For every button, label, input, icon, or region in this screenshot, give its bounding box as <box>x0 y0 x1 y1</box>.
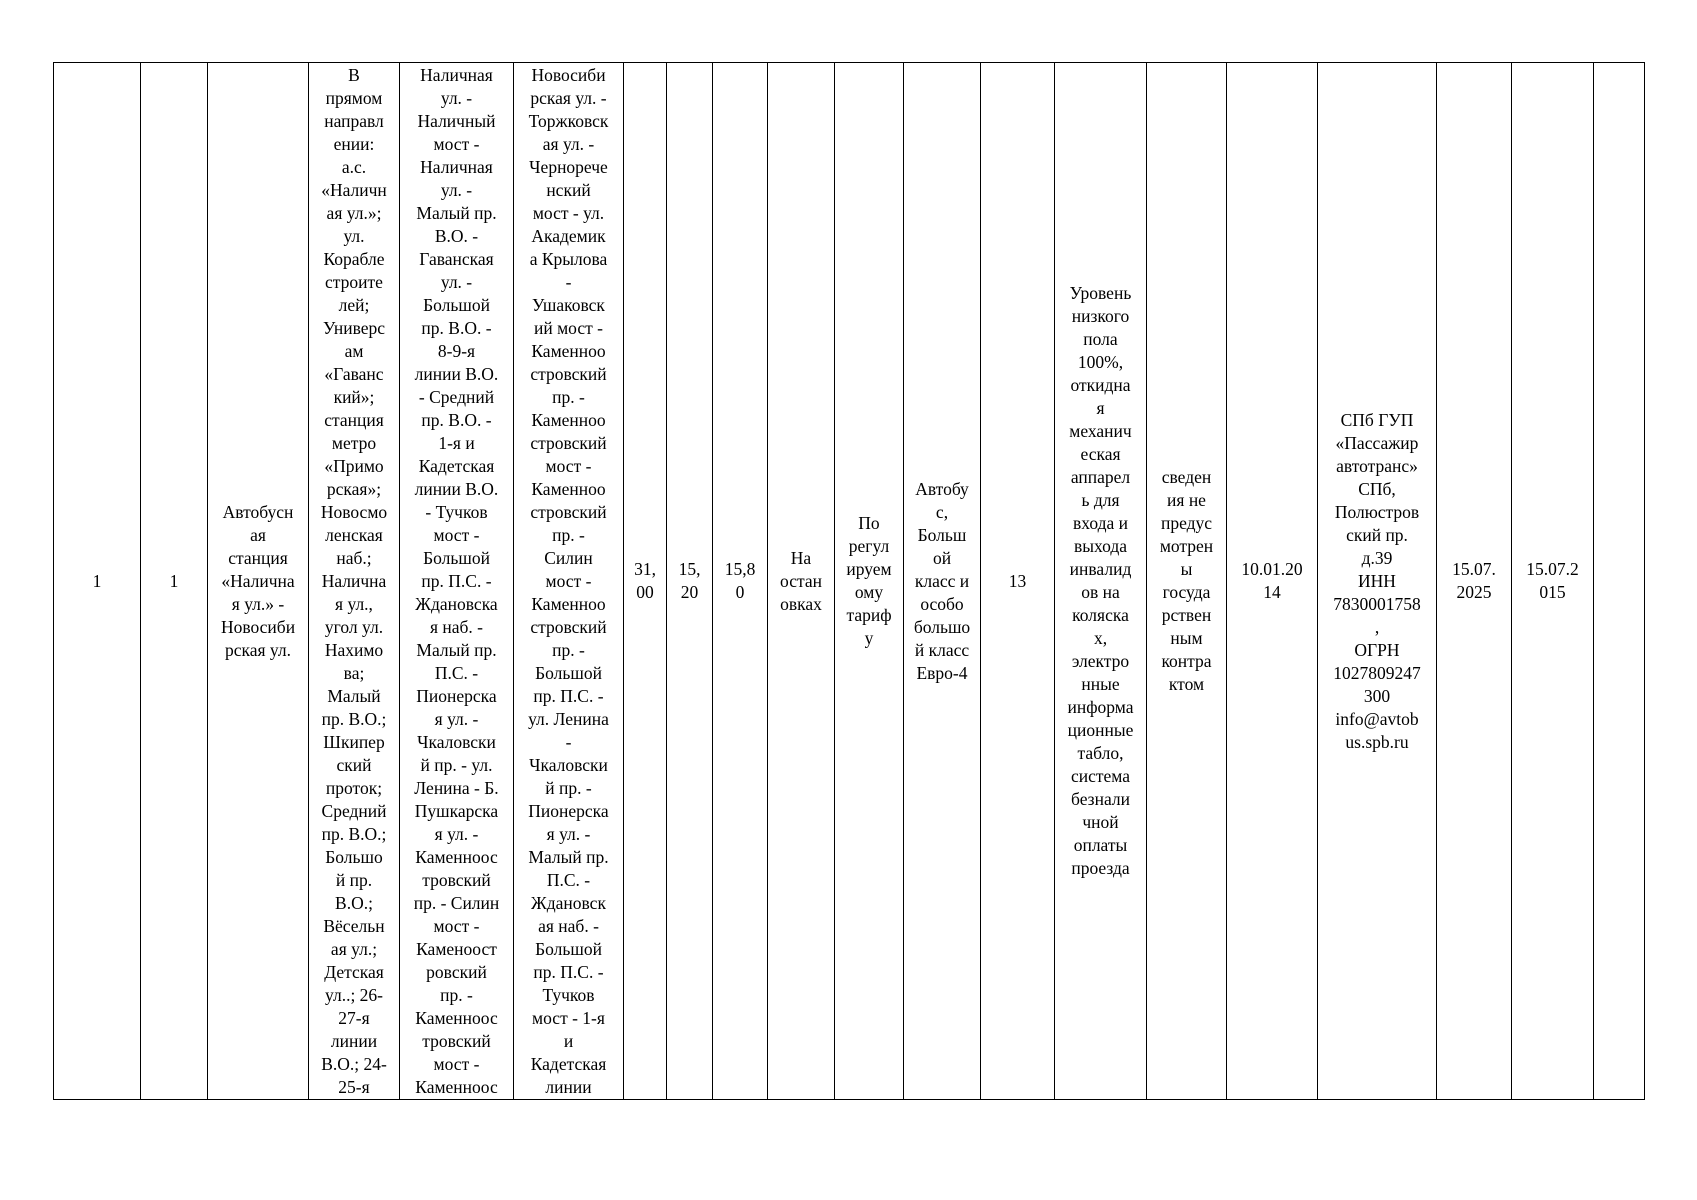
length-extra-cell: 15,8 0 <box>713 63 768 1100</box>
tariff-cell: По регул ируем ому тариф у <box>835 63 904 1100</box>
table-row <box>54 63 1645 1100</box>
route-registry-table <box>53 62 1645 1100</box>
route-name-cell: Автобусн ая станция «Налична я ул.» - Новосиби рская ул. <box>208 63 309 1100</box>
path-backward-cell: Новосиби рская ул. - Торжковск ая ул. - Черноречe нский мост - ул. Академик а Крылова - Ушаковск ий мост - Каменноо стровский пр. - Каменноо стровский мост - Каменноо стровский пр. - Силин мост - Каменноо стровский пр. - Большой пр. П.С. - ул. Ленина - Чкаловски й пр. - Пионерска я ул. - Малый пр. П.С. - Ждановск ая наб. - Большой пр. П.С. - Тучков мост - 1-я и Кадетская линии <box>514 63 624 1100</box>
route-number-cell: 1 <box>141 63 208 1100</box>
boarding-order-cell: На остан овках <box>768 63 835 1100</box>
length-backward-cell: 15, 20 <box>667 63 713 1100</box>
reg-number-cell: 1 <box>54 63 141 1100</box>
path-forward-cell: Наличная ул. - Наличный мост - Наличная ул. - Малый пр. В.О. - Гаванская ул. - Большой пр. В.О. - 8-9-я линии В.О. - Средний пр. В.О. - 1-я и Кадетская линии В.О. - Тучков мост - Большой пр. П.С. - Ждановска я наб. - Малый пр. П.С. - Пионерска я ул. - Чкаловски й пр. - ул. Ленина - Б. Пушкарска я ул. - Каменноос тровский пр. - Силин мост - Каменоост ровский пр. - Каменноос тровский мост - Каменноос <box>400 63 514 1100</box>
contract-info-cell: сведен ия не предус мотрен ы госуда рствен ным контра ктом <box>1147 63 1227 1100</box>
vehicle-features-cell: Уровень низкого пола 100%, откидна я механич еская аппарел ь для входа и выхода инвалид ов на коляска х, электро нные информа ционные табло, система безнали чной оплаты проезда <box>1055 63 1147 1100</box>
date-2-cell: 15.07.2 015 <box>1512 63 1594 1100</box>
vehicle-count-cell: 13 <box>981 63 1055 1100</box>
carrier-cell: СПб ГУП «Пассажир автотранс» СПб, Полюстров ский пр. д.39 ИНН 7830001758 , ОГРН 1027809247 300 info@avtob us.spb.ru <box>1318 63 1437 1100</box>
vehicle-class-cell: Автобу с, Больш ой класс и особо большо й класс Евро-4 <box>904 63 981 1100</box>
extra-cell <box>1594 63 1645 1100</box>
start-date-cell: 10.01.20 14 <box>1227 63 1318 1100</box>
stops-cell: В прямом направл ении: а.с. «Наличн ая ул.»; ул. Корабле строите лей; Универс ам «Гаванс кий»; станция метро «Примо рская»; Новосмо ленская наб.; Налична я ул., угол ул. Нахимо ва; Малый пр. В.О.; Шкипер ский проток; Средний пр. В.О.; Большо й пр. В.О.; Вёсельн ая ул.; Детская ул..; 26- 27-я линии В.О.; 24- 25-я <box>309 63 400 1100</box>
date-1-cell: 15.07. 2025 <box>1437 63 1512 1100</box>
length-forward-cell: 31, 00 <box>624 63 667 1100</box>
